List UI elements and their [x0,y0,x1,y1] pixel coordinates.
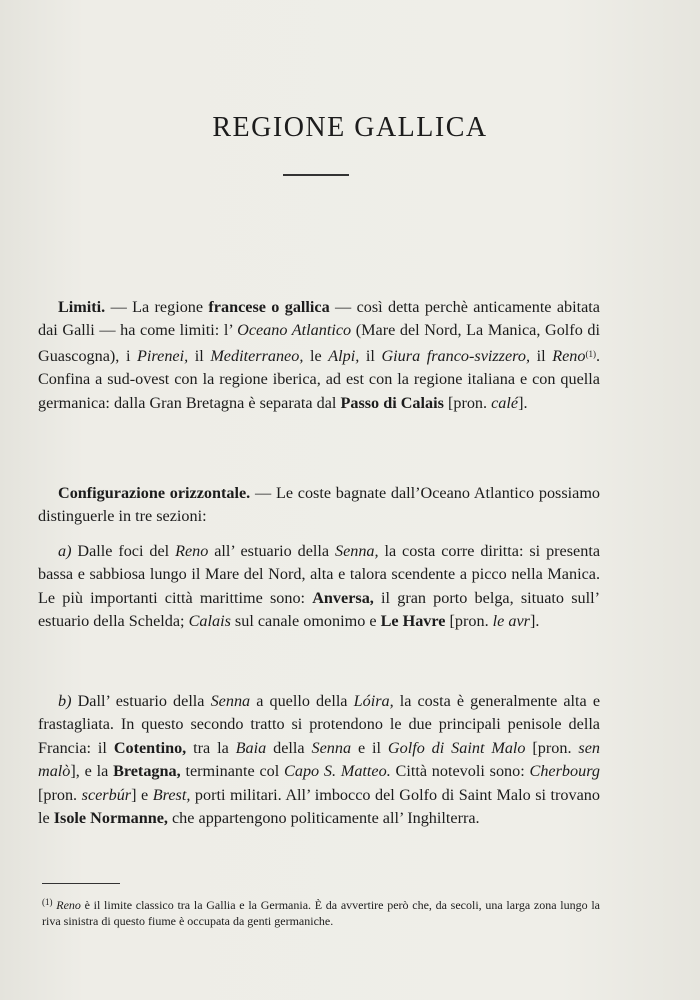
footnote-marker: (1) [42,897,53,907]
section-a-paragraph [38,540,600,634]
italic-term: Lóira, [353,692,394,710]
italic-term: Cherbourg [529,762,600,781]
text-run: (Mare del Nord, La Manica, Golfo di Guascogna), i [38,321,600,365]
bold-term: Passo di Calais [340,393,444,412]
section-b-paragraph [38,690,600,830]
page-title: REGIONE GALLICA [212,112,488,143]
text-run: all’ estuario della [208,542,335,560]
text-run: il [530,346,553,365]
footnote-divider [42,883,120,884]
italic-term: Brest, [152,785,191,804]
text-run: tra la [186,738,236,757]
text-run: della [266,738,312,757]
italic-term: Senna [311,738,352,757]
limiti-paragraph [38,296,600,415]
text-run: [pron. [38,785,82,804]
italic-term: sen malò [38,738,600,781]
italic-term: Golfo di Saint Malo [387,738,526,757]
italic-term: Reno [552,346,586,365]
italic-term: Mediterraneo, [210,346,304,365]
bold-term: Cotentino, [113,738,187,757]
text-run: il [359,346,382,365]
text-run: il [188,346,211,365]
italic-term: scerbúr [81,785,132,804]
italic-term: Calais [188,612,231,631]
text-run: a quello della [250,692,354,710]
text-run: terminante col [180,762,285,781]
text-run: ]. [529,612,540,631]
text-run: — Le coste bagnate dall’Oceano Atlantico possiamo distinguerle in tre sezioni: [38,484,600,526]
text-run: che appartengono politicamente all’ Inghilterra. [167,809,480,828]
section-a-label: a) [58,542,72,560]
text-run: e il [351,738,388,757]
text-run: ], e la [70,762,114,781]
text-run: [pron. [445,612,493,631]
italic-term: Capo S. Matteo. [284,762,391,781]
limiti-heading: Limiti. [58,298,106,316]
section-b-label: b) [58,692,72,710]
text-run: la costa corre diritta: si presenta bassa e sabbiosa lungo il Mare del Nord, alta e talora scendente a picco nella Manica. Le più importanti città marittime sono: [38,542,600,607]
bold-term: Le Havre [380,612,446,631]
italic-term: Reno [175,542,209,560]
italic-term: Baia [235,738,267,757]
text-run: [pron. [525,738,579,757]
bold-term: francese o gallica [208,298,330,316]
text-run: Dalle foci del [71,542,176,560]
italic-term: Reno [56,898,81,912]
text-run: [pron. [443,393,492,412]
footnote-text: è il limite classico tra la Gallia e la Germania. È da avvertire però che, da secoli, una larga zona lungo la riva sinistra di questo fiume è occupata da genti germaniche. [42,898,601,928]
footnote [42,895,600,929]
italic-term: Giura franco-svizzero, [381,346,531,365]
config-heading: Configurazione orizzontale. [58,484,251,502]
italic-term: Pirenei, [137,346,189,365]
text-run: Città notevoli sono: [390,762,530,781]
text-run: sul canale omonimo e [230,612,381,631]
bold-term: Bretagna, [113,762,181,781]
text-run: porti militari. All’ imbocco del Golfo di Saint Malo si trovano le [38,785,600,828]
text-run: le [303,346,329,365]
italic-term: Senna [210,692,251,710]
text-run: ]. [518,393,528,412]
bold-term: Anversa, [312,588,374,607]
text-run: la costa è generalmente alta e frastagliata. In questo secondo tratto si protendono le due principali penisole della Francia: il [38,692,601,757]
text-run: ] e [131,785,153,804]
italic-term: Oceano Atlantico [237,321,352,340]
text-run: Dall’ estuario della [71,692,211,710]
text-run: . Confina a sud-ovest con la regione iberica, ad est con la regione italiana e con quella germanica: dalla Gran Bretagna è separata dal [38,346,601,412]
italic-term: Senna, [334,542,379,560]
footnote-ref: (1) [585,348,596,359]
italic-term: le avr [492,612,530,631]
text-run: — così detta perchè anticamente abitata dai Galli — ha come limiti: l’ [38,298,600,340]
italic-term: calé [491,393,519,412]
title-divider [283,174,349,176]
text-run: — La regione [105,298,209,316]
text-run: il gran porto belga, situato sull’ estuario della Schelda; [38,588,600,631]
config-paragraph [38,482,600,529]
bold-term: Isole Normanne, [53,809,168,828]
italic-term: Alpi, [328,346,360,365]
